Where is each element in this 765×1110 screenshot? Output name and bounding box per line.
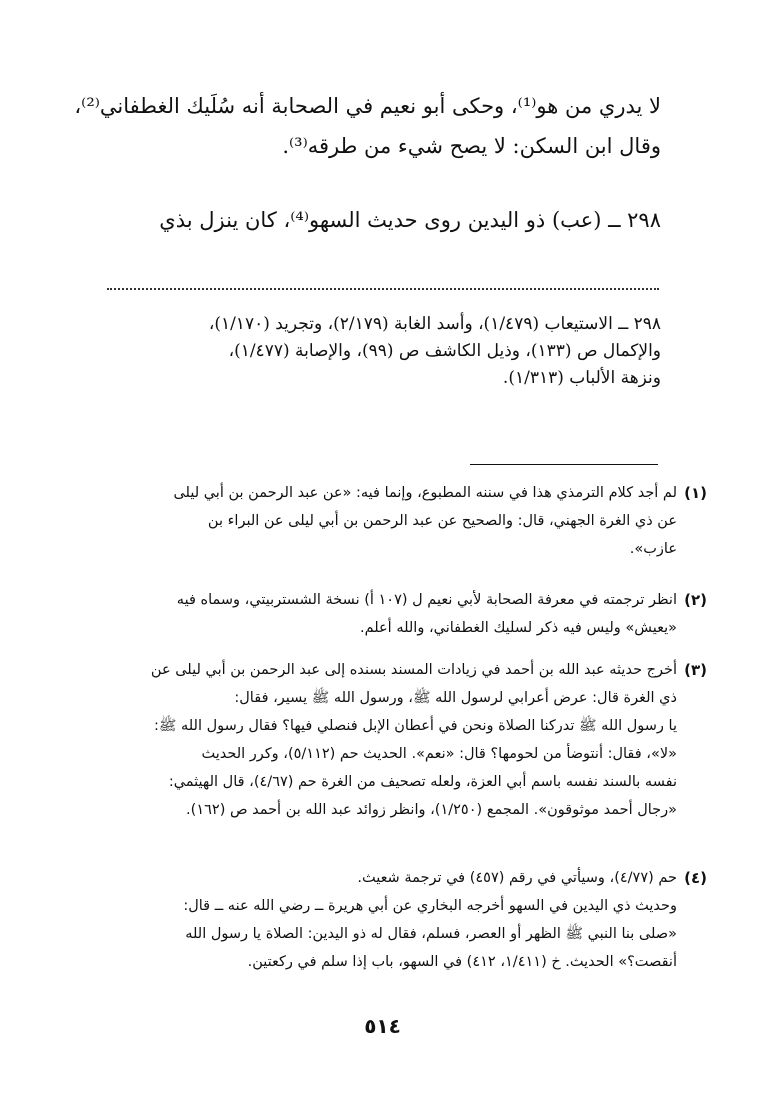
footnote-line: انظر ترجمته في معرفة الصحابة لأبي نعيم ل (١٠٧ أ) نسخة الشستربيتي، وسماه فيه	[176, 592, 677, 608]
footnote-number: (٢)	[684, 591, 707, 609]
main-text	[74, 86, 661, 166]
footnote-3	[77, 656, 707, 824]
footnote-2	[77, 586, 707, 642]
footnote-4	[77, 864, 707, 976]
footnote-line: يا رسول الله ﷺ تدركنا الصلاة ونحن في أعطان الإبل فنصلي فيها؟ فقال رسول الله ﷺ:	[153, 718, 677, 734]
footnote-line: حم (٤/٧٧)، وسيأتي في رقم (٤٥٧) في ترجمة شعيث.	[357, 870, 677, 886]
footnote-number: (٣)	[684, 661, 707, 679]
footnote-separator	[470, 464, 658, 465]
footnote-line: «لا»، فقال: أنتوضأ من لحومها؟ قال: «نعم». الحديث حم (٥/١١٢)، وكرر الحديث	[201, 746, 677, 762]
sources-line: ٢٩٨ ــ الاستيعاب (١/٤٧٩)، وأسد الغابة (٢/١٧٩)، وتجريد (١/١٧٠)،	[208, 314, 661, 334]
dotted-separator	[107, 288, 659, 290]
footnote-line: عازب».	[629, 541, 677, 557]
footnote-line: أنقصت؟» الحديث. خ (١/٤١١، ٤١٢) في السهو، باب إذا سلم في ركعتين.	[247, 954, 677, 970]
footnote-line: نفسه بالسند نفسه باسم أبي العزة، ولعله تصحيف من الغرة حم (٤/٦٧)، قال الهيثمي:	[168, 774, 677, 790]
footnote-line: أخرج حديثه عبد الله بن أحمد في زيادات المسند بسنده إلى عبد الرحمن بن أبي ليلى عن	[150, 662, 677, 678]
sources-block	[101, 311, 661, 392]
entry-heading-text: ٢٩٨ ــ (عب) ذو اليدين روى حديث السهو⁽⁴⁾، كان ينزل بذي	[159, 208, 661, 232]
sources-line: ونزهة الألباب (١/٣١٣).	[502, 368, 661, 388]
footnote-line: لم أجد كلام الترمذي هذا في سننه المطبوع، وإنما فيه: «عن عبد الرحمن بن أبي ليلى	[173, 485, 677, 501]
sources-line: والإكمال ص (١٣٣)، وذيل الكاشف ص (٩٩)، والإصابة (١/٤٧٧)،	[228, 341, 661, 361]
footnote-number: (١)	[684, 484, 707, 502]
footnote-line: «رجال أحمد موثوقون». المجمع (١/٢٥٠)، وانظر زوائد عبد الله بن أحمد ص (١٦٢).	[186, 802, 677, 818]
footnote-line: «يعيش» وليس فيه ذكر لسليك الغطفاني، والله أعلم.	[359, 620, 677, 636]
page-number: ٥١٤	[364, 1014, 401, 1038]
footnote-line: وحديث ذي اليدين في السهو أخرجه البخاري عن أبي هريرة ــ رضي الله عنه ــ قال:	[183, 898, 677, 914]
footnote-line: ذي الغرة قال: عرض أعرابي لرسول الله ﷺ، ورسول الله ﷺ يسير، فقال:	[234, 690, 677, 706]
footnote-number: (٤)	[684, 869, 707, 887]
footnote-line: «صلى بنا النبي ﷺ الظهر أو العصر، فسلم، فقال له ذو اليدين: الصلاة يا رسول الله	[185, 926, 677, 942]
main-text-line: لا يدري من هو⁽¹⁾، وحكى أبو نعيم في الصحابة أنه سُلَيك الغطفاني⁽²⁾،	[74, 94, 661, 118]
main-text-line: وقال ابن السكن: لا يصح شيء من طرقه⁽³⁾.	[282, 134, 661, 158]
footnote-line: عن ذي الغرة الجهني، قال: والصحيح عن عبد الرحمن بن أبي ليلى عن البراء بن	[207, 513, 677, 529]
entry-heading	[101, 200, 661, 240]
footnote-1	[77, 479, 707, 563]
